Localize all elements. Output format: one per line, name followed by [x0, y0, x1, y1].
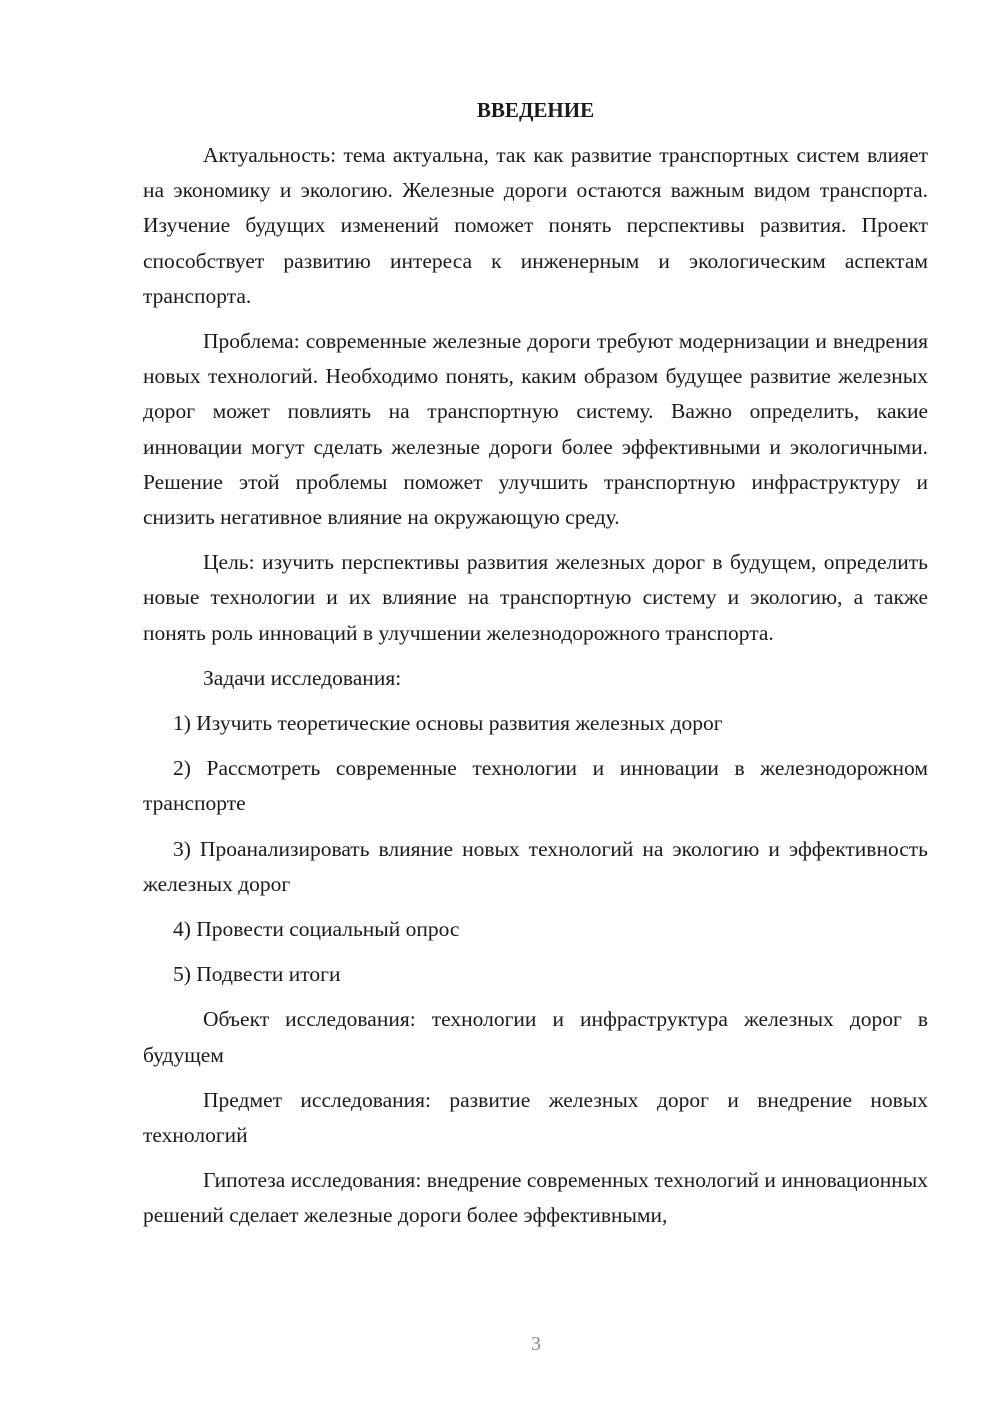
paragraph-object: Объект исследования: технологии и инфраструктура железных дорог в будущем — [143, 1007, 928, 1067]
paragraph-goal: Цель: изучить перспективы развития железных дорог в будущем, определить новые технологии и их влияние на транспортную систему и экологию, а также понять роль инноваций в улучшении железнодорожного транспорта. — [143, 550, 928, 645]
paragraph-hypothesis: Гипотеза исследования: внедрение современных технологий и инновационных решений сделает железные дороги более эффективными, — [143, 1168, 928, 1228]
task-item-1: 1) Изучить теоретические основы развития железных дорог — [173, 711, 723, 736]
page-number: 3 — [531, 1333, 541, 1355]
task-item-2: 2) Рассмотреть современные технологии и инновации в железнодорожном транспорте — [143, 756, 928, 816]
task-item-3: 3) Проанализировать влияние новых технологий на экологию и эффективность железных дорог — [143, 836, 928, 896]
tasks-heading: Задачи исследования: — [203, 665, 402, 690]
task-item-5: 5) Подвести итоги — [173, 962, 341, 987]
document-page — [143, 93, 928, 1244]
paragraph-relevance: Актуальность: тема актуальна, так как развитие транспортных систем влияет на экономику и экологию. Железные дороги остаются важным видом транспорта. Изучение будущих изменений поможет понять перспективы развития. Проект способствует развитию интереса к инженерным и экологическим аспектам транспорта. — [143, 143, 928, 308]
paragraph-problem: Проблема: современные железные дороги требуют модернизации и внедрения новых технологий. Необходимо понять, каким образом будущее развитие железных дорог может повлиять на транспортную систему. Важно определить, какие инновации могут сделать железные дороги более эффективными и экологичными. Решение этой проблемы поможет улучшить транспортную инфраструктуру и снизить негативное влияние на окружающую среду. — [143, 329, 928, 530]
paragraph-subject: Предмет исследования: развитие железных дорог и внедрение новых технологий — [143, 1087, 928, 1148]
section-title: ВВЕДЕНИЕ — [476, 98, 595, 122]
task-item-4: 4) Провести социальный опрос — [173, 917, 460, 942]
